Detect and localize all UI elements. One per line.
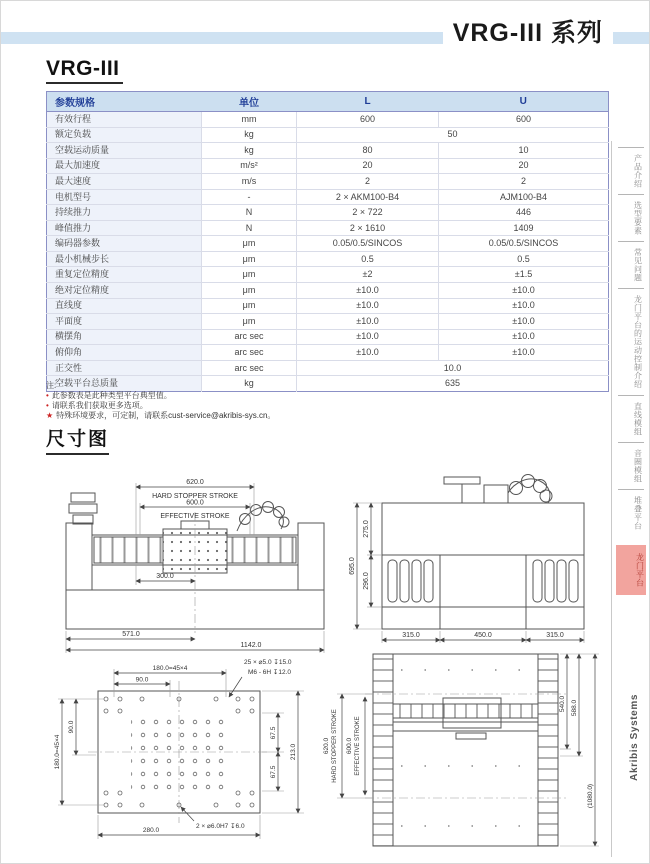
table-row <box>47 298 609 314</box>
table-row <box>47 236 609 252</box>
table-row <box>47 127 609 143</box>
table-cell: ±10.0 <box>297 298 439 314</box>
dim-label: 280.0 <box>142 827 160 834</box>
note-bullet-icon: ★ <box>46 411 54 420</box>
table-cell: 持续推力 <box>47 205 202 221</box>
table-cell: arc sec <box>202 329 297 345</box>
plate-view-drawing <box>46 651 328 843</box>
side-view-drawing <box>344 463 611 651</box>
table-cell: μm <box>202 251 297 267</box>
note-bullet-icon: • <box>46 391 49 400</box>
table-cell: ±10.0 <box>297 329 439 345</box>
dim-label: EFFECTIVE STROKE <box>160 513 230 520</box>
table-cell: AJM100-B4 <box>439 189 609 205</box>
table-cell: 正交性 <box>47 360 202 376</box>
table-cell: 空载运动质量 <box>47 143 202 159</box>
sidebar-tab-7[interactable]: 堆叠平台 <box>618 489 644 536</box>
table-row <box>47 283 609 299</box>
table-cell: 0.05/0.5/SINCOS <box>297 236 439 252</box>
table-cell: 平面度 <box>47 314 202 330</box>
dim-label: 600.0 <box>186 499 204 507</box>
dim-label: HARD STOPPER STROKE <box>332 709 338 783</box>
table-cell: 绝对定位精度 <box>47 283 202 299</box>
table-row <box>47 112 609 128</box>
dim-label: HARD STOPPER STROKE <box>152 493 238 500</box>
dim-label: 275.0 <box>363 520 370 538</box>
table-row <box>47 189 609 205</box>
table-cell: 20 <box>439 158 609 174</box>
table-cell: 空载平台总质量 <box>47 376 202 392</box>
table-cell: ±1.5 <box>439 267 609 283</box>
table-cell: 电机型号 <box>47 189 202 205</box>
hole-callout: 25 × ⌀5.0 ↧15.0 <box>244 659 292 666</box>
dim-label: 296.0 <box>363 572 370 590</box>
note-item: • 此参数表是此种类型平台典型值。 <box>46 391 172 400</box>
table-cell: 0.05/0.5/SINCOS <box>439 236 609 252</box>
sidebar-tab-3[interactable]: 常见问题 <box>618 241 644 288</box>
table-cell: 0.5 <box>297 251 439 267</box>
table-cell: 635 <box>297 376 609 392</box>
table-cell: ±10.0 <box>297 345 439 361</box>
front-view-drawing <box>51 457 346 657</box>
table-cell: kg <box>202 127 297 143</box>
dim-label: 1142.0 <box>240 642 262 649</box>
table-cell: 50 <box>297 127 609 143</box>
table-cell: 最小机械步长 <box>47 251 202 267</box>
brand-vertical-text: Akribis Systems <box>629 694 640 781</box>
note-item: ★ 特殊环境要求，可定制，请联系cust-service@akribis-sys.cn。 <box>46 411 276 420</box>
table-cell: kg <box>202 143 297 159</box>
table-cell: ±10.0 <box>439 345 609 361</box>
sidebar-tab-4[interactable]: 龙门平台的运动控制介绍 <box>618 288 644 395</box>
sidebar-tab-5[interactable]: 直线模组 <box>618 395 644 442</box>
table-cell: 2 × AKM100-B4 <box>297 189 439 205</box>
table-cell: arc sec <box>202 345 297 361</box>
note-bullet-icon: • <box>46 401 49 410</box>
dim-label: 180.0=45×4 <box>152 665 188 672</box>
table-cell: 重复定位精度 <box>47 267 202 283</box>
table-row <box>47 174 609 190</box>
table-cell: 编码器参数 <box>47 236 202 252</box>
dim-label: 213.0 <box>290 743 297 761</box>
spec-table <box>46 91 609 392</box>
table-cell: N <box>202 205 297 221</box>
table-row <box>47 205 609 221</box>
plan-view-drawing <box>321 646 611 858</box>
table-row <box>47 329 609 345</box>
table-cell: m/s² <box>202 158 297 174</box>
hole-callout: M6 - 6H ↧12.0 <box>248 669 292 676</box>
series-title: VRG-III <box>46 57 123 84</box>
dim-label: 620.0 <box>323 737 330 755</box>
table-cell: ±10.0 <box>439 283 609 299</box>
dim-label: 180.0=45×4 <box>54 734 61 770</box>
table-cell: kg <box>202 376 297 392</box>
dim-label: 540.0 <box>559 695 566 713</box>
table-cell: 2 <box>439 174 609 190</box>
pin-callout: 2 × ⌀6.0H7 ↧6.0 <box>196 823 245 830</box>
table-row <box>47 158 609 174</box>
note-item: • 请联系我们获取更多选项。 <box>46 401 148 410</box>
table-cell: 俯仰角 <box>47 345 202 361</box>
sidebar-tab-6[interactable]: 音圈模组 <box>618 442 644 489</box>
sidebar-tab-1[interactable]: 产品介绍 <box>618 147 644 194</box>
table-cell: m/s <box>202 174 297 190</box>
table-cell: μm <box>202 314 297 330</box>
dim-label: 315.0 <box>546 632 564 639</box>
table-cell: ±10.0 <box>439 298 609 314</box>
dim-label: 600.0 <box>346 737 353 755</box>
table-row <box>47 360 609 376</box>
dim-label: 67.5 <box>270 765 277 779</box>
table-cell: 横摆角 <box>47 329 202 345</box>
dim-label: 90.0 <box>135 676 149 684</box>
table-cell: N <box>202 220 297 236</box>
table-cell: 1409 <box>439 220 609 236</box>
table-row <box>47 143 609 159</box>
table-cell: ±10.0 <box>297 283 439 299</box>
notes-block <box>46 381 275 421</box>
dimension-section-title: 尺寸图 <box>46 424 109 455</box>
table-cell: 有效行程 <box>47 112 202 128</box>
table-row <box>47 267 609 283</box>
table-cell: 2 × 1610 <box>297 220 439 236</box>
dim-label: 620.0 <box>186 479 204 486</box>
table-cell: 最大速度 <box>47 174 202 190</box>
col-header-l: L <box>297 92 439 112</box>
table-cell: 2 × 722 <box>297 205 439 221</box>
table-cell: 20 <box>297 158 439 174</box>
table-cell: 600 <box>297 112 439 128</box>
sidebar <box>612 147 649 595</box>
table-row <box>47 314 609 330</box>
notes-list <box>46 391 275 421</box>
table-cell: ±10.0 <box>439 314 609 330</box>
dim-label: 67.5 <box>270 726 277 740</box>
table-cell: 446 <box>439 205 609 221</box>
col-header-param: 参数规格 <box>47 92 202 112</box>
dim-label: 315.0 <box>402 632 420 639</box>
page-title: VRG-III 系列 <box>443 17 613 49</box>
dim-label: 300.0 <box>156 573 174 580</box>
table-cell: 10 <box>439 143 609 159</box>
table-cell: μm <box>202 298 297 314</box>
table-cell: μm <box>202 283 297 299</box>
table-cell: 0.5 <box>439 251 609 267</box>
dim-label: 695.0 <box>349 557 356 575</box>
table-cell: - <box>202 189 297 205</box>
table-header-row <box>47 92 609 112</box>
dim-label: EFFECTIVE STROKE <box>355 716 361 776</box>
col-header-u: U <box>439 92 609 112</box>
table-cell: μm <box>202 267 297 283</box>
table-cell: 2 <box>297 174 439 190</box>
sidebar-tab-8[interactable]: 龙门平台 <box>616 545 646 595</box>
notes-title: 注: <box>46 381 57 390</box>
table-cell: 最大加速度 <box>47 158 202 174</box>
table-cell: μm <box>202 236 297 252</box>
table-row <box>47 220 609 236</box>
table-cell: ±10.0 <box>297 314 439 330</box>
table-cell: 80 <box>297 143 439 159</box>
dim-label: 588.0 <box>571 699 578 717</box>
table-cell: 峰值推力 <box>47 220 202 236</box>
col-header-unit: 单位 <box>202 92 297 112</box>
dim-label: 90.0 <box>68 720 75 734</box>
table-row <box>47 345 609 361</box>
spec-table-body <box>47 112 609 392</box>
table-cell: 直线度 <box>47 298 202 314</box>
table-cell: mm <box>202 112 297 128</box>
table-cell: 额定负载 <box>47 127 202 143</box>
dim-label: (1080.0) <box>587 783 594 809</box>
dim-label: 571.0 <box>122 631 140 638</box>
table-row <box>47 251 609 267</box>
table-cell: arc sec <box>202 360 297 376</box>
table-cell: 10.0 <box>297 360 609 376</box>
table-cell: ±2 <box>297 267 439 283</box>
table-cell: 600 <box>439 112 609 128</box>
table-cell: ±10.0 <box>439 329 609 345</box>
sidebar-tab-2[interactable]: 选型要素 <box>618 194 644 241</box>
dim-label: 450.0 <box>474 632 492 639</box>
